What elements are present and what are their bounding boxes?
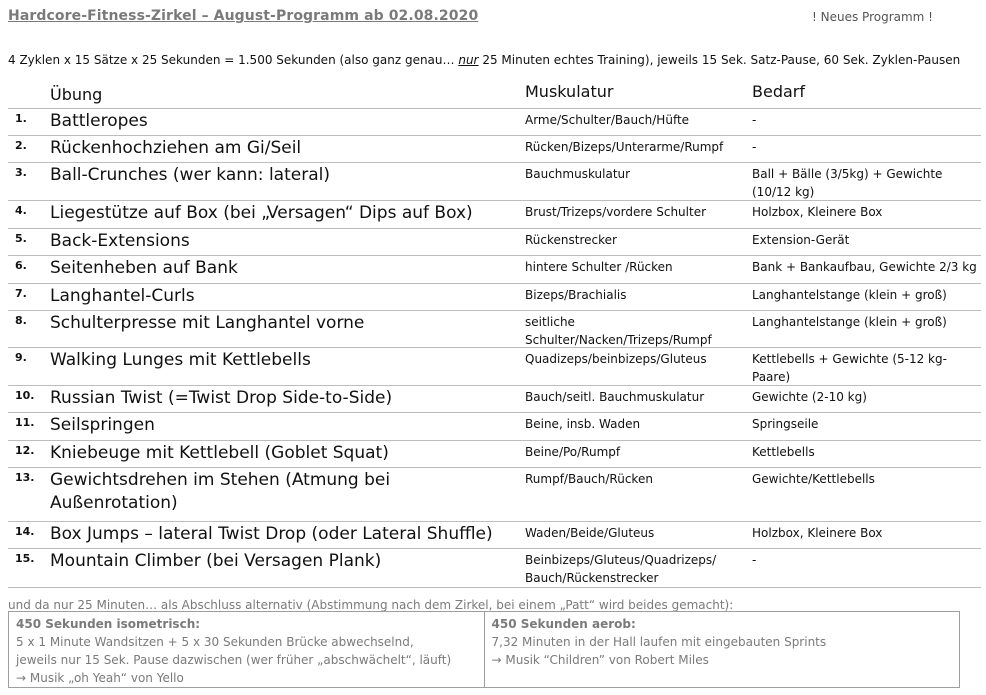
intro-part-2: 25 Minuten echtes Training), jeweils 15 Sek. Satz-Pause, 60 Sek. Zyklen-Pausen [478,53,961,67]
row-muscles: Beine, insb. Waden [525,417,641,431]
alternative-isometric [9,612,484,687]
table-row [8,163,981,201]
row-number: 2. [15,139,27,152]
row-number: 7. [15,287,27,300]
row-number: 5. [15,232,27,245]
row-muscles: Beine/Po/Rumpf [525,445,621,459]
row-number: 6. [15,259,27,272]
row-equipment: Langhantelstange (klein + groß) [752,288,947,302]
row-muscles: Quadizeps/beinbizeps/Gluteus [525,352,707,366]
row-exercise: Back-Extensions [50,231,190,251]
table-row [8,522,981,549]
row-muscles: Rücken/Bizeps/Unterarme/Rumpf [525,140,724,154]
alternative-isometric-title: 450 Sekunden isometrisch: [16,617,201,631]
row-equipment: Kettlebells [752,445,815,459]
row-exercise: Gewichtsdrehen im Stehen (Atmung bei Außenrotation) [50,470,391,513]
row-number: 8. [15,314,27,327]
row-equipment: Gewichte (2-10 kg) [752,390,867,404]
alternative-aerobic-music: → Musik “Children” von Robert Miles [491,653,709,667]
row-muscles: Arme/Schulter/Bauch/Hüfte [525,113,690,127]
row-muscles: Waden/Beide/Gluteus [525,526,655,540]
row-equipment: Holzbox, Kleinere Box [752,526,883,540]
table-row [8,201,981,229]
page-title: Hardcore-Fitness-Zirkel – August-Programm ab 02.08.2020 [8,8,479,24]
alternative-isometric-line: 5 x 1 Minute Wandsitzen + 5 x 30 Sekunden Brücke abwechselnd, [16,635,414,649]
row-muscles: seitliche Schulter/Nacken/Trizeps/Rumpf [525,315,712,347]
table-row [8,256,981,284]
table-row [8,229,981,256]
row-exercise: Box Jumps – lateral Twist Drop (oder Lateral Shuffle) [50,524,493,544]
row-exercise: Ball-Crunches (wer kann: lateral) [50,165,330,185]
new-program-badge: ! Neues Programm ! [812,10,933,24]
row-equipment: - [752,140,757,154]
row-muscles: Brust/Trizeps/vordere Schulter [525,205,707,219]
row-muscles: Rückenstrecker [525,233,617,247]
header-equipment: Bedarf [752,82,805,101]
row-exercise: Langhantel-Curls [50,286,195,306]
row-muscles: Beinbizeps/Gluteus/Quadrizeps/ Bauch/Rückenstrecker [525,553,717,585]
table-row [8,441,981,468]
row-exercise: Rückenhochziehen am Gi/Seil [50,138,302,158]
row-equipment: - [752,113,757,127]
row-number: 9. [15,351,27,364]
row-number: 14. [15,525,35,538]
row-exercise: Kniebeuge mit Kettlebell (Goblet Squat) [50,443,389,463]
row-equipment: Bank + Bankaufbau, Gewichte 2/3 kg [752,260,977,274]
row-muscles: hintere Schulter /Rücken [525,260,673,274]
alternative-isometric-line: jeweils nur 15 Sek. Pause dazwischen (wer früher „abschwächelt“, läuft) [16,653,452,667]
row-number: 10. [15,389,35,402]
table-row [8,348,981,386]
table-row [8,284,981,311]
alternative-aerobic [484,612,960,687]
row-equipment: Extension-Gerät [752,233,850,247]
table-row [8,136,981,163]
row-number: 15. [15,552,35,565]
table-row [8,413,981,441]
row-exercise: Battleropes [50,111,148,131]
alternative-isometric-music: → Musik „oh Yeah“ von Yello [16,671,184,685]
row-exercise: Mountain Climber (bei Versagen Plank) [50,551,382,571]
row-exercise: Liegestütze auf Box (bei „Versagen“ Dips auf Box) [50,203,473,223]
table-row [8,311,981,348]
intro-emphasis: nur [458,53,479,67]
row-equipment: - [752,553,757,567]
row-exercise: Seitenheben auf Bank [50,258,238,278]
row-exercise: Seilspringen [50,415,155,435]
row-muscles: Bauch/seitl. Bauchmuskulatur [525,390,705,404]
table-row [8,386,981,413]
row-muscles: Bauchmuskulatur [525,167,631,181]
alternative-aerobic-title: 450 Sekunden aerob: [491,617,636,631]
row-equipment: Springseile [752,417,819,431]
table-row [8,109,981,136]
header-muscles: Muskulatur [525,82,614,101]
row-number: 11. [15,416,35,429]
row-number: 1. [15,112,27,125]
row-number: 3. [15,166,27,179]
table-header-row [8,82,981,109]
row-equipment: Holzbox, Kleinere Box [752,205,883,219]
row-exercise: Walking Lunges mit Kettlebells [50,350,311,370]
row-muscles: Bizeps/Brachialis [525,288,627,302]
row-number: 13. [15,471,35,484]
row-equipment: Langhantelstange (klein + groß) [752,315,947,329]
alternatives-table [8,611,960,688]
table-row [8,468,981,522]
row-number: 12. [15,444,35,457]
intro-text [8,53,960,67]
header-exercise: Übung [50,85,103,104]
row-equipment: Ball + Bälle (3/5kg) + Gewichte (10/12 kg) [752,167,943,199]
row-exercise: Russian Twist (=Twist Drop Side-to-Side) [50,388,393,408]
row-equipment: Gewichte/Kettlebells [752,472,875,486]
row-equipment: Kettlebells + Gewichte (5-12 kg-Paare) [752,352,947,384]
exercise-table [8,82,981,588]
closing-note: und da nur 25 Minuten… als Abschluss alternativ (Abstimmung nach dem Zirkel, bei einem „Patt“ wird beides gemacht): [8,598,734,612]
table-row [8,549,981,588]
alternative-aerobic-line: 7,32 Minuten in der Hall laufen mit eingebauten Sprints [491,635,827,649]
intro-part-1: 4 Zyklen x 15 Sätze x 25 Sekunden = 1.500 Sekunden (also ganz genau… [8,53,459,67]
row-number: 4. [15,204,27,217]
row-muscles: Rumpf/Bauch/Rücken [525,472,653,486]
row-exercise: Schulterpresse mit Langhantel vorne [50,313,365,333]
